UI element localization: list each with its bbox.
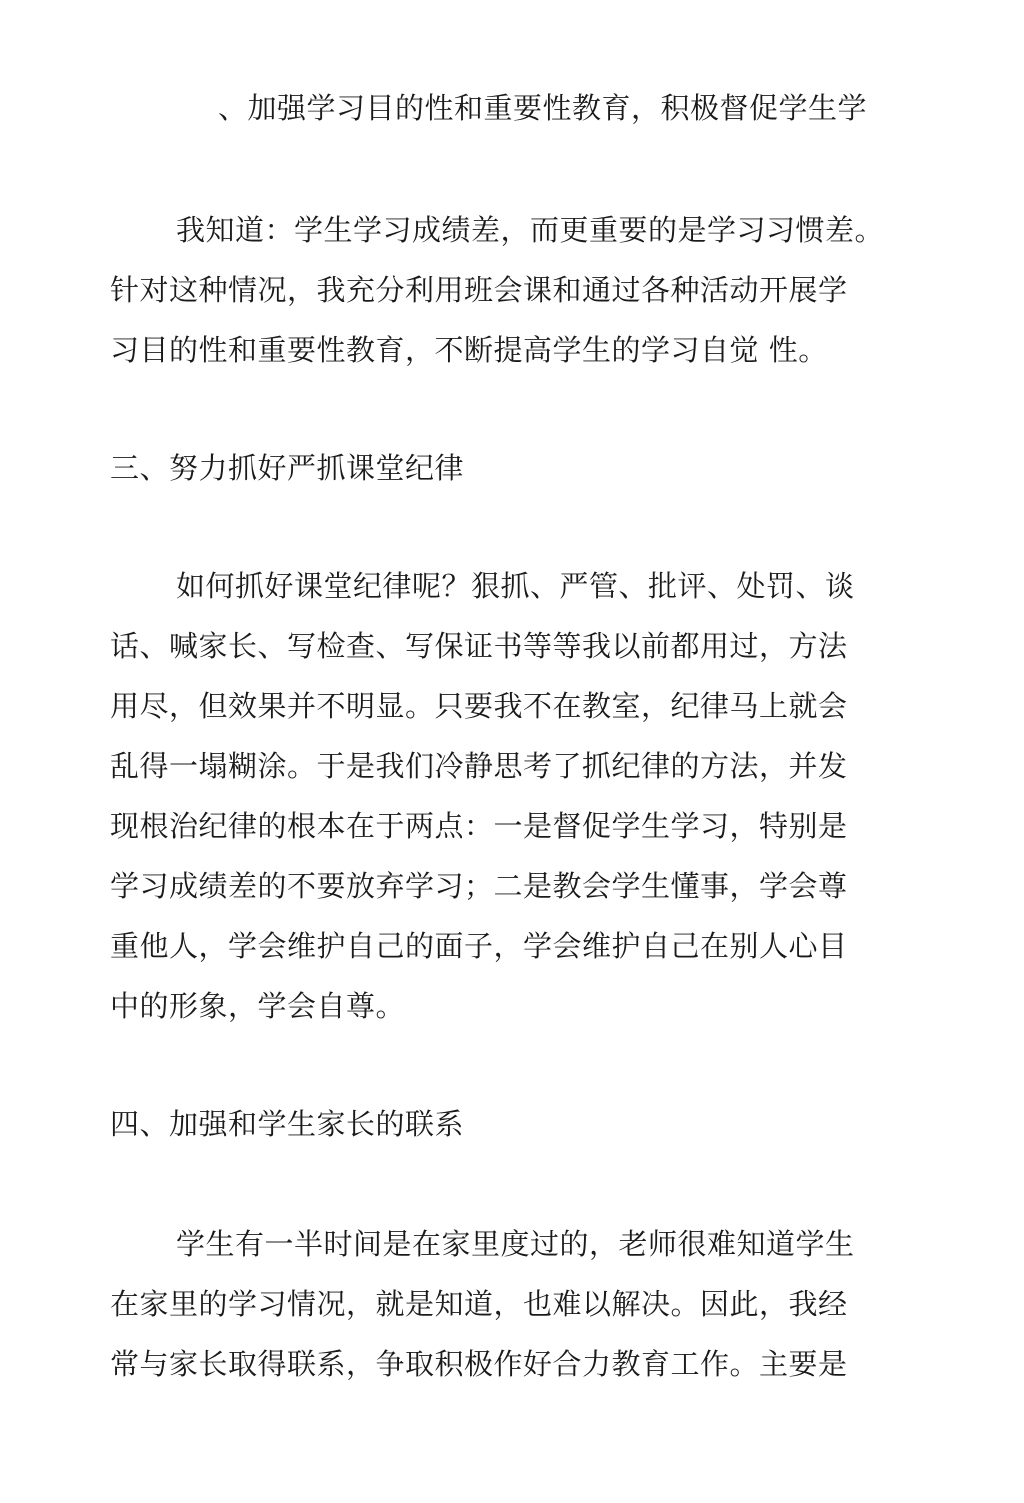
paragraph-3-line-8: 中的形象，学会自尊。 (110, 989, 406, 1023)
paragraph-3-line-5: 现根治纪律的根本在于两点：一是督促学生学习，特别是 (110, 809, 848, 843)
paragraph-2-line-3: 习目的性和重要性教育，不断提高学生的学习自觉 性。 (110, 333, 828, 367)
paragraph-3-line-6: 学习成绩差的不要放弃学习；二是教会学生懂事，学会尊 (110, 869, 848, 903)
paragraph-3-line-7: 重他人，学会维护自己的面子，学会维护自己在别人心目 (110, 929, 848, 963)
paragraph-3-line-2: 话、喊家长、写检查、写保证书等等我以前都用过，方法 (110, 629, 848, 663)
paragraph-2-line-1: 我知道：学生学习成绩差，而更重要的是学习习惯差。 (176, 213, 885, 247)
paragraph-4-line-1: 学生有一半时间是在家里度过的，老师很难知道学生 (176, 1227, 855, 1261)
paragraph-3-line-4: 乱得一塌糊涂。于是我们冷静思考了抓纪律的方法，并发 (110, 749, 848, 783)
section-2-heading: 、加强学习目的性和重要性教育，积极督促学生学 (218, 91, 868, 125)
paragraph-2-line-2: 针对这种情况，我充分利用班会课和通过各种活动开展学 (110, 273, 848, 307)
paragraph-3-line-3: 用尽，但效果并不明显。只要我不在教室，纪律马上就会 (110, 689, 848, 723)
paragraph-4-line-3: 常与家长取得联系，争取积极作好合力教育工作。主要是 (110, 1347, 848, 1381)
paragraph-3-line-1: 如何抓好课堂纪律呢？狠抓、严管、批评、处罚、谈 (176, 569, 855, 603)
section-4-heading: 四、加强和学生家长的联系 (110, 1107, 465, 1141)
paragraph-4-line-2: 在家里的学习情况，就是知道，也难以解决。因此，我经 (110, 1287, 848, 1321)
section-3-heading: 三、努力抓好严抓课堂纪律 (110, 451, 465, 485)
